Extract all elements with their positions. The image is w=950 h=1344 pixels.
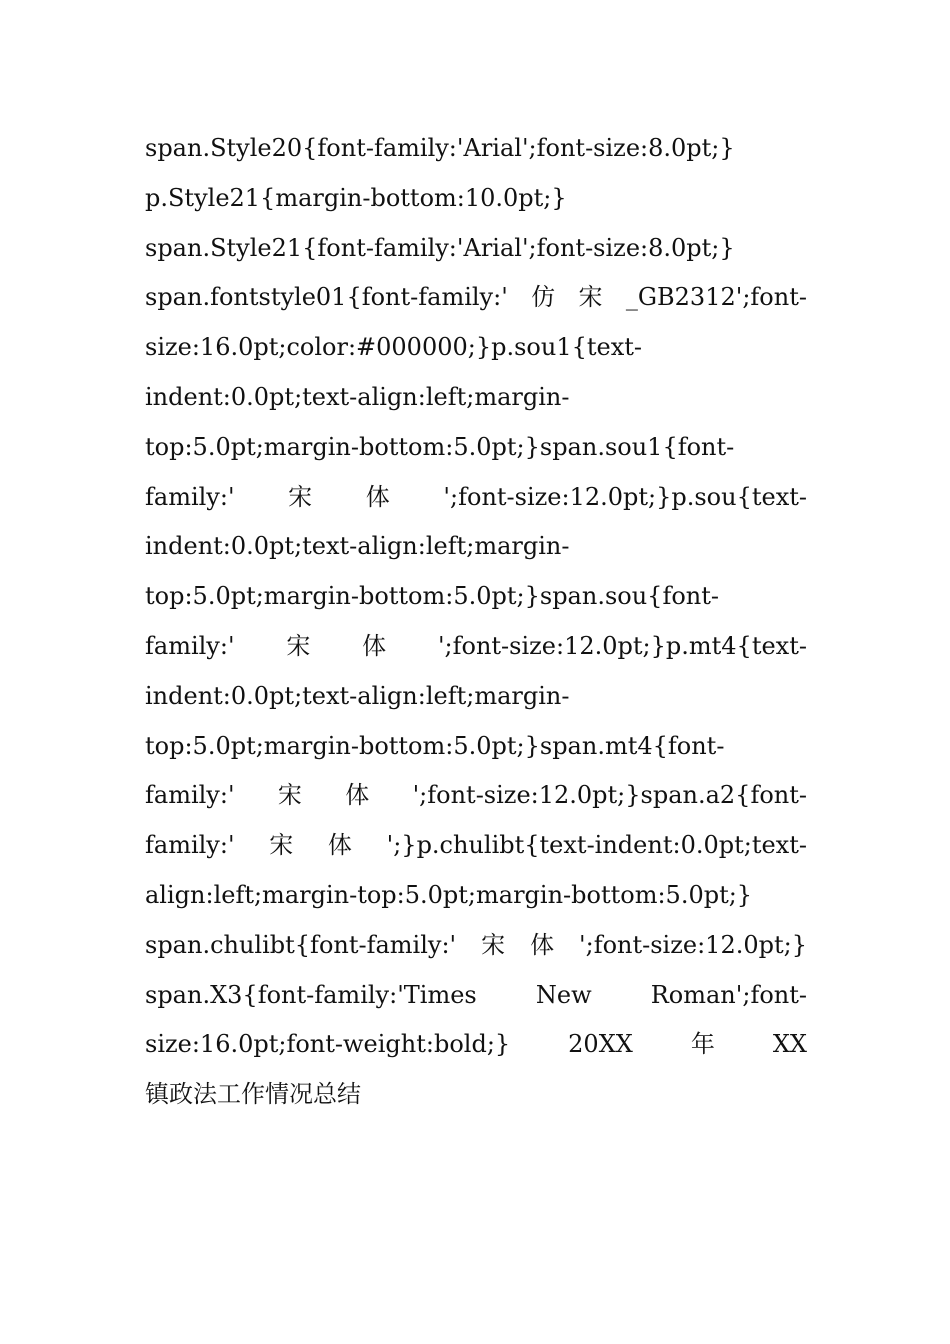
text-line: [145, 1020, 807, 1070]
text-word: 体: [362, 631, 387, 660]
text-line: [145, 921, 807, 971]
text-word: 宋: [288, 482, 313, 511]
text-word: top:5.0pt;margin-bottom:5.0pt;}span.sou{font-: [145, 582, 719, 611]
text-word: 宋: [578, 283, 603, 312]
text-line: indent:0.0pt;text-align:left;margin-: [145, 382, 570, 411]
text-word: 年: [690, 1030, 715, 1059]
text-line: [145, 572, 807, 622]
text-line: size:16.0pt;color:#000000;}p.sou1{text-: [145, 333, 643, 362]
text-line: [145, 771, 807, 821]
text-word: top:5.0pt;margin-bottom:5.0pt;}span.sou1{font-: [145, 432, 735, 461]
text-line: [145, 971, 807, 1021]
text-line: [145, 871, 807, 921]
text-line: span.Style20{font-family:'Arial';font-size:8.0pt;}: [145, 134, 735, 162]
text-word: XX: [772, 1030, 807, 1059]
text-word: 仿: [531, 283, 556, 312]
text-line: indent:0.0pt;text-align:left;margin-: [145, 681, 570, 710]
text-word: New: [535, 980, 592, 1009]
text-word: ';font-size:12.0pt;}p.sou{text-: [443, 482, 807, 511]
document-title: 镇政法工作情况总结: [145, 1080, 361, 1109]
text-word: ';font-size:12.0pt;}p.mt4{text-: [437, 631, 807, 660]
text-word: 宋: [481, 930, 506, 959]
text-word: 体: [327, 831, 352, 860]
text-word: family:': [145, 482, 235, 511]
text-word: top:5.0pt;margin-bottom:5.0pt;}span.mt4{font-: [145, 731, 725, 760]
text-word: 体: [365, 482, 390, 511]
text-word: Roman';font-: [650, 980, 807, 1009]
text-word: 20XX: [568, 1030, 633, 1059]
text-line: [145, 423, 807, 473]
text-word: family:': [145, 831, 235, 860]
text-line: [145, 622, 807, 672]
text-word: size:16.0pt;font-weight:bold;}: [145, 1030, 511, 1059]
text-line: span.Style21{font-family:'Arial';font-size:8.0pt;}: [145, 233, 735, 262]
text-word: ';}p.chulibt{text-indent:0.0pt;text-: [386, 831, 807, 860]
text-word: ';font-size:12.0pt;}span.a2{font-: [412, 781, 807, 810]
document-body: [145, 124, 807, 1120]
text-line: [145, 821, 807, 871]
text-line: [145, 722, 807, 772]
text-word: span.chulibt{font-family:': [145, 930, 457, 959]
text-word: span.fontstyle01{font-family:': [145, 283, 508, 312]
text-word: 宋: [269, 831, 294, 860]
text-word: family:': [145, 781, 235, 810]
text-line: [145, 273, 807, 323]
text-line: [145, 473, 807, 523]
text-word: ';font-size:12.0pt;}: [579, 930, 807, 959]
text-word: 宋: [286, 631, 311, 660]
text-word: 体: [345, 781, 370, 810]
text-word: span.X3{font-family:'Times: [145, 980, 477, 1009]
text-word: family:': [145, 631, 235, 660]
text-word: _GB2312';font-: [625, 283, 807, 312]
text-line: indent:0.0pt;text-align:left;margin-: [145, 532, 570, 561]
text-word: 宋: [277, 781, 302, 810]
text-line: p.Style21{margin-bottom:10.0pt;}: [145, 183, 567, 212]
text-word: align:left;margin-top:5.0pt;margin-bottom:5.0pt;}: [145, 880, 753, 909]
text-word: 体: [530, 930, 555, 959]
